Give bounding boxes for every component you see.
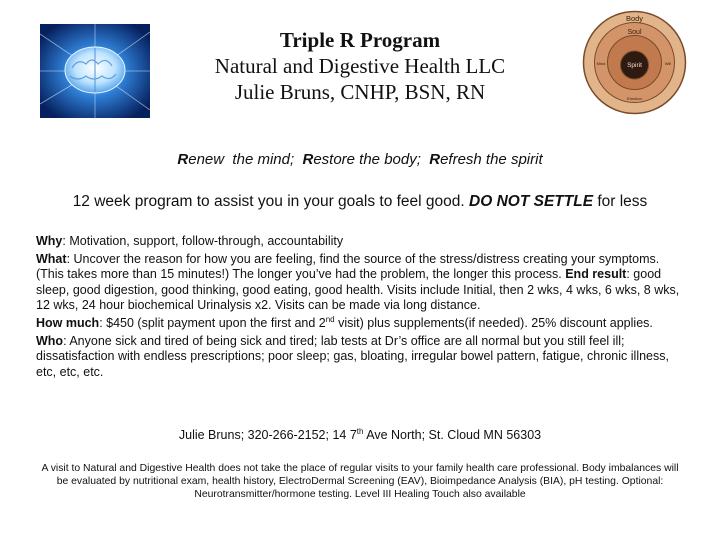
what-text: : Uncover the reason for how you are feeling, find the source of the stress/distress creating your symptoms. (This takes more than 15 minutes!) The longer you’ve had the problem, the longer this process.: [36, 251, 660, 282]
program-text: 12 week program to assist you in your goals to feel good.: [72, 193, 465, 210]
how-much-text: : $450 (split payment upon the first and 2: [99, 315, 326, 330]
logo-label-emotion: Emotion: [627, 96, 642, 101]
who-text: : Anyone sick and tired of being sick and tired; lab tests at Dr’s office are all normal but you still feel ill; dissatisfaction with endless prescriptions; poor sleep; gas, bloating, irregular bowel pattern, fatigue, chronic illness, etc, etc, etc.: [36, 333, 669, 379]
tagline: [0, 150, 720, 170]
who-paragraph: [36, 334, 686, 381]
logo-label-mind: Mind: [596, 61, 606, 66]
tagline-renew: enew the mind;: [188, 151, 303, 168]
program-suffix: for less: [597, 193, 648, 210]
body-soul-spirit-logo: [582, 10, 687, 115]
logo-label-will: Will: [664, 61, 672, 66]
logo-label-body: Body: [625, 14, 644, 23]
what-label: What: [36, 251, 67, 266]
logo-label-spirit: Spirit: [627, 62, 642, 69]
contact-text-after: Ave North; St. Cloud MN 56303: [363, 428, 542, 442]
tagline-initial-restore: R: [302, 151, 314, 168]
practitioner-name: Julie Bruns, CNHP, BSN, RN: [234, 80, 486, 104]
tagline-initial-renew: R: [177, 151, 189, 168]
how-much-paragraph: [36, 316, 686, 332]
contact-sup: th: [356, 426, 364, 436]
who-label: Who: [36, 333, 64, 348]
disclaimer: A visit to Natural and Digestive Health does not take the place of regular visits to your family health care professional. Body imbalances will be evaluated by nutritional exam, health history, ElectroDermal Screening (EAV), Bioimpedance Analysis (BIA), pH testing. Optional: Neurotransmitter/hormone testing. Level III Healing Touch also available: [41, 463, 679, 501]
header: [160, 27, 560, 105]
why-text: : Motivation, support, follow-through, accountability: [62, 234, 344, 248]
page-title: Triple R Program: [279, 28, 441, 52]
program-emphasis: DO NOT SETTLE: [469, 193, 594, 210]
contact-text: Julie Bruns; 320-266-2152; 14 7: [178, 428, 357, 442]
what-paragraph: [36, 252, 686, 314]
end-result-text: : good sleep, good digestion, good thinking, good eating, good health. Visits include Initial, then 2 wks, 4 wks, 6 wks, 8 wks, 12 wks, 24 hour biochemical Urinalysis x2. Visits can be made via long distance.: [36, 267, 680, 313]
how-much-label: How much: [36, 315, 100, 330]
why-paragraph: [36, 234, 686, 250]
tagline-initial-refresh: R: [429, 151, 441, 168]
program-details: [36, 234, 686, 382]
how-much-sup: nd: [325, 314, 335, 324]
program-summary: [0, 192, 720, 212]
contact-line: [0, 427, 720, 443]
why-label: Why: [36, 234, 63, 248]
brain-logo: [40, 24, 150, 118]
how-much-text-after: visit) plus supplements(if needed). 25% discount applies.: [334, 315, 653, 330]
end-result-label: End result: [565, 267, 627, 282]
logo-label-soul: Soul: [627, 29, 642, 36]
company-name: Natural and Digestive Health LLC: [214, 54, 506, 78]
tagline-refresh: efresh the spirit: [440, 151, 543, 168]
tagline-restore: estore the body;: [313, 151, 430, 168]
